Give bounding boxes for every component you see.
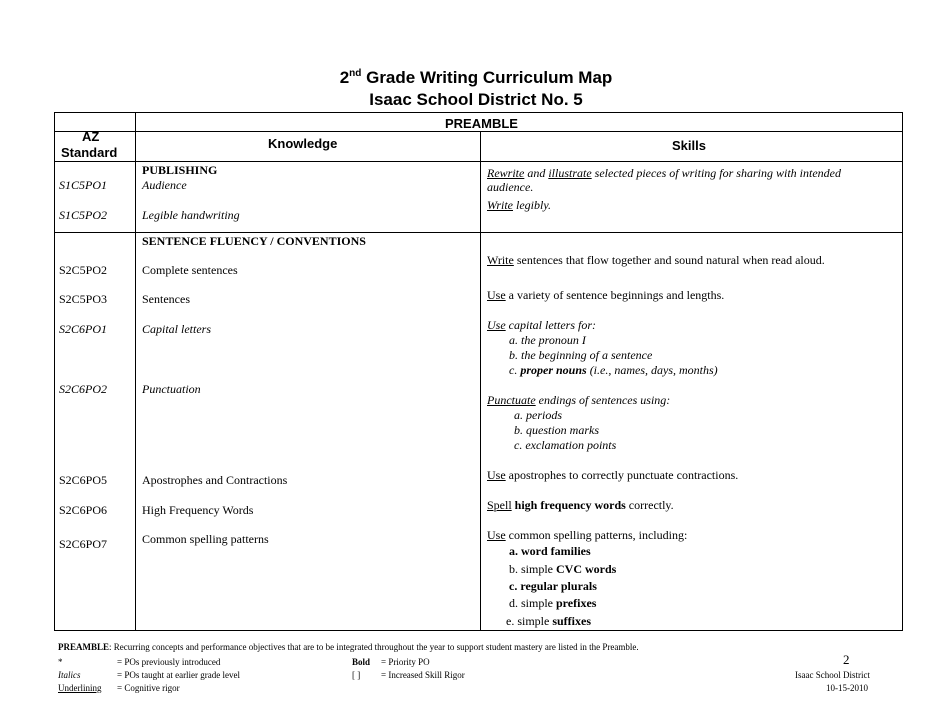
skill-item-continued: audience.: [487, 180, 534, 194]
standard-code: S2C5PO2: [59, 263, 108, 277]
skills-header: Skills: [672, 138, 706, 153]
list-item: a. word families: [509, 544, 591, 558]
list-item: d. simple prefixes: [509, 596, 597, 610]
legend-meaning: = Priority PO: [381, 657, 430, 667]
list-item: b. question marks: [514, 423, 599, 437]
legend-meaning: = Increased Skill Rigor: [381, 670, 465, 680]
legend-meaning: = Cognitive rigor: [117, 683, 180, 693]
skill-item: Use common spelling patterns, including:: [487, 528, 688, 542]
knowledge-item: Legible handwriting: [142, 208, 240, 222]
standard-code: S2C6PO1: [59, 322, 107, 336]
list-item: a. periods: [514, 408, 562, 422]
standard-code: S2C5PO3: [59, 292, 108, 306]
page-number: 2: [843, 652, 850, 667]
list-item: c. regular plurals: [509, 579, 597, 593]
legend-meaning: = POs taught at earlier grade level: [117, 670, 241, 680]
skill-item: Use a variety of sentence beginnings and lengths.: [487, 288, 725, 302]
district-name: Isaac School District: [795, 670, 870, 680]
list-item: a. the pronoun I: [509, 333, 586, 347]
revision-date: 10-15-2010: [826, 683, 868, 693]
knowledge-item: Sentences: [142, 292, 190, 306]
az-header: AZ: [82, 129, 100, 144]
list-item: c. proper nouns (i.e., names, days, months): [509, 363, 718, 377]
page-title: 2nd Grade Writing Curriculum Map: [339, 68, 613, 87]
preamble-header: PREAMBLE: [445, 116, 518, 131]
standard-code: S1C5PO2: [59, 208, 107, 222]
standard-header: Standard: [61, 145, 118, 160]
skill-item: Write sentences that flow together and sound natural when read aloud.: [487, 253, 825, 267]
skill-item: Rewrite and illustrate selected pieces of writing for sharing with intended: [487, 166, 841, 180]
preamble-note: PREAMBLE: Recurring concepts and performance objectives that are to be integrated throughout the year to support student mastery are listed in the Preamble.: [58, 642, 639, 652]
legend-symbol: Italics: [58, 670, 81, 680]
knowledge-item: Common spelling patterns: [142, 532, 269, 546]
preamble-rule: [54, 131, 903, 132]
skill-item: Spell high frequency words correctly.: [487, 498, 674, 512]
list-item: b. simple CVC words: [509, 562, 617, 576]
skill-item: Use capital letters for:: [487, 318, 596, 332]
list-item: b. the beginning of a sentence: [509, 348, 653, 362]
page-subtitle: Isaac School District No. 5: [369, 90, 583, 109]
standard-code: S2C6PO2: [59, 382, 107, 396]
legend-meaning: = POs previously introduced: [117, 657, 221, 667]
knowledge-item: Punctuation: [142, 382, 201, 396]
section-publishing: PUBLISHING: [142, 163, 218, 177]
list-item: e. simple suffixes: [506, 614, 591, 628]
knowledge-header: Knowledge: [268, 136, 338, 151]
section-rule: [54, 232, 903, 233]
standard-code: S2C6PO7: [59, 537, 108, 551]
section-fluency: SENTENCE FLUENCY / CONVENTIONS: [142, 234, 366, 248]
knowledge-item: Audience: [142, 178, 187, 192]
knowledge-item: Complete sentences: [142, 263, 238, 277]
column-divider-1: [135, 112, 136, 631]
legend-symbol: Underlining: [58, 683, 102, 693]
knowledge-item: High Frequency Words: [142, 503, 254, 517]
standard-code: S2C6PO5: [59, 473, 108, 487]
knowledge-item: Capital letters: [142, 322, 211, 336]
legend-symbol: *: [58, 657, 63, 667]
standard-code: S2C6PO6: [59, 503, 108, 517]
standard-code: S1C5PO1: [59, 178, 107, 192]
knowledge-item: Apostrophes and Contractions: [142, 473, 288, 487]
column-divider-2: [480, 131, 481, 631]
skill-item: Write legibly.: [487, 198, 551, 212]
legend-symbol: Bold: [352, 657, 371, 667]
skill-item: Use apostrophes to correctly punctuate contractions.: [487, 468, 739, 482]
skill-item: Punctuate endings of sentences using:: [487, 393, 671, 407]
legend-symbol: [ ]: [352, 670, 361, 680]
list-item: c. exclamation points: [514, 438, 617, 452]
header-rule: [54, 161, 903, 162]
